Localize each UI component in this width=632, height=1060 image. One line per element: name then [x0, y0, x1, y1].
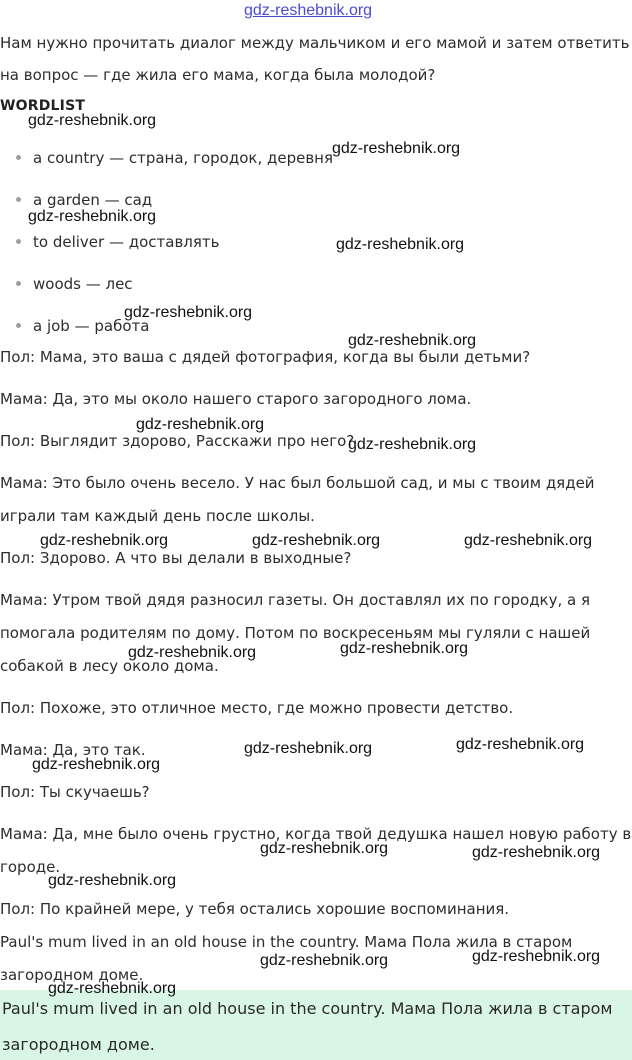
dialogue-line: Пол: Ты скучаешь? [0, 783, 150, 801]
watermark: gdz-reshebnik.org [244, 740, 373, 757]
answer-line: Paul's mum lived in an old house in the country. Мама Пола жила в старом [2, 999, 613, 1018]
bullet-icon [16, 155, 21, 160]
watermark: gdz-reshebnik.org [48, 980, 177, 997]
dialogue-line: Мама: Да, мне было очень грустно, когда твой дедушка нашел новую работу в [0, 825, 632, 843]
dialogue-line: Пол: По крайней мере, у тебя остались хорошие воспоминания. [0, 900, 510, 918]
bullet-icon [16, 197, 21, 202]
watermark: gdz-reshebnik.org [252, 532, 381, 549]
dialogue-line: городе. [0, 858, 61, 876]
dialogue-line: загородном доме. [0, 966, 144, 984]
watermark: gdz-reshebnik.org [336, 236, 465, 253]
wordlist-item: woods — лес [16, 275, 133, 293]
watermark: gdz-reshebnik.org [40, 532, 169, 549]
watermark: gdz-reshebnik.org [332, 140, 461, 157]
dialogue-line: Мама: Да, это так. [0, 741, 146, 759]
dialogue-line: Пол: Выглядит здорово, Расскажи про него? [0, 432, 355, 450]
watermark: gdz-reshebnik.org [32, 756, 161, 773]
dialogue-line: играли там каждый день после школы. [0, 507, 315, 525]
bullet-icon [16, 239, 21, 244]
dialogue-line: помогала родителям по дому. Потом по воскресеньям мы гуляли с нашей [0, 624, 591, 642]
dialogue-line: Мама: Да, это мы около нашего старого загородного лома. [0, 390, 472, 408]
intro-line-2: на вопрос — где жила его мама, когда была молодой? [0, 66, 436, 84]
watermark: gdz-reshebnik.org [136, 416, 265, 433]
dialogue-line: Мама: Утром твой дядя разносил газеты. Он доставлял их по городку, а я [0, 591, 591, 609]
watermark: gdz-reshebnik.org [472, 948, 601, 965]
watermark-top: gdz-reshebnik.org [244, 2, 373, 19]
wordlist-item: a job — работа [16, 317, 149, 335]
wordlist-item: a country — страна, городок, деревня [16, 149, 333, 167]
watermark: gdz-reshebnik.org [124, 304, 253, 321]
bullet-icon [16, 323, 21, 328]
watermark: gdz-reshebnik.org [28, 112, 157, 129]
dialogue-line: Мама: Это было очень весело. У нас был большой сад, и мы с твоим дядей [0, 474, 595, 492]
answer-line: загородном доме. [2, 1035, 155, 1054]
watermark: gdz-reshebnik.org [128, 644, 257, 661]
watermark: gdz-reshebnik.org [348, 436, 477, 453]
wordlist-item: to deliver — доставлять [16, 233, 219, 251]
watermark: gdz-reshebnik.org [260, 840, 389, 857]
dialogue-line: Пол: Мама, это ваша с дядей фотография, когда вы были детьми? [0, 348, 531, 366]
dialogue-line: Пол: Здорово. А что вы делали в выходные? [0, 549, 352, 567]
watermark: gdz-reshebnik.org [340, 640, 469, 657]
wordlist-title: WORDLIST [0, 98, 86, 114]
dialogue-line: Paul's mum lived in an old house in the country. Мама Пола жила в старом [0, 933, 573, 951]
wordlist-item: a garden — сад [16, 191, 152, 209]
dialogue-line: собакой в лесу около дома. [0, 657, 219, 675]
watermark: gdz-reshebnik.org [472, 844, 601, 861]
bullet-icon [16, 281, 21, 286]
watermark: gdz-reshebnik.org [348, 332, 477, 349]
watermark: gdz-reshebnik.org [456, 736, 585, 753]
watermark: gdz-reshebnik.org [48, 872, 177, 889]
dialogue-line: Пол: Похоже, это отличное место, где можно провести детство. [0, 699, 514, 717]
intro-line-1: Нам нужно прочитать диалог между мальчиком и его мамой и затем ответить [0, 34, 630, 52]
watermark: gdz-reshebnik.org [464, 532, 593, 549]
watermark: gdz-reshebnik.org [28, 208, 157, 225]
watermark: gdz-reshebnik.org [260, 952, 389, 969]
